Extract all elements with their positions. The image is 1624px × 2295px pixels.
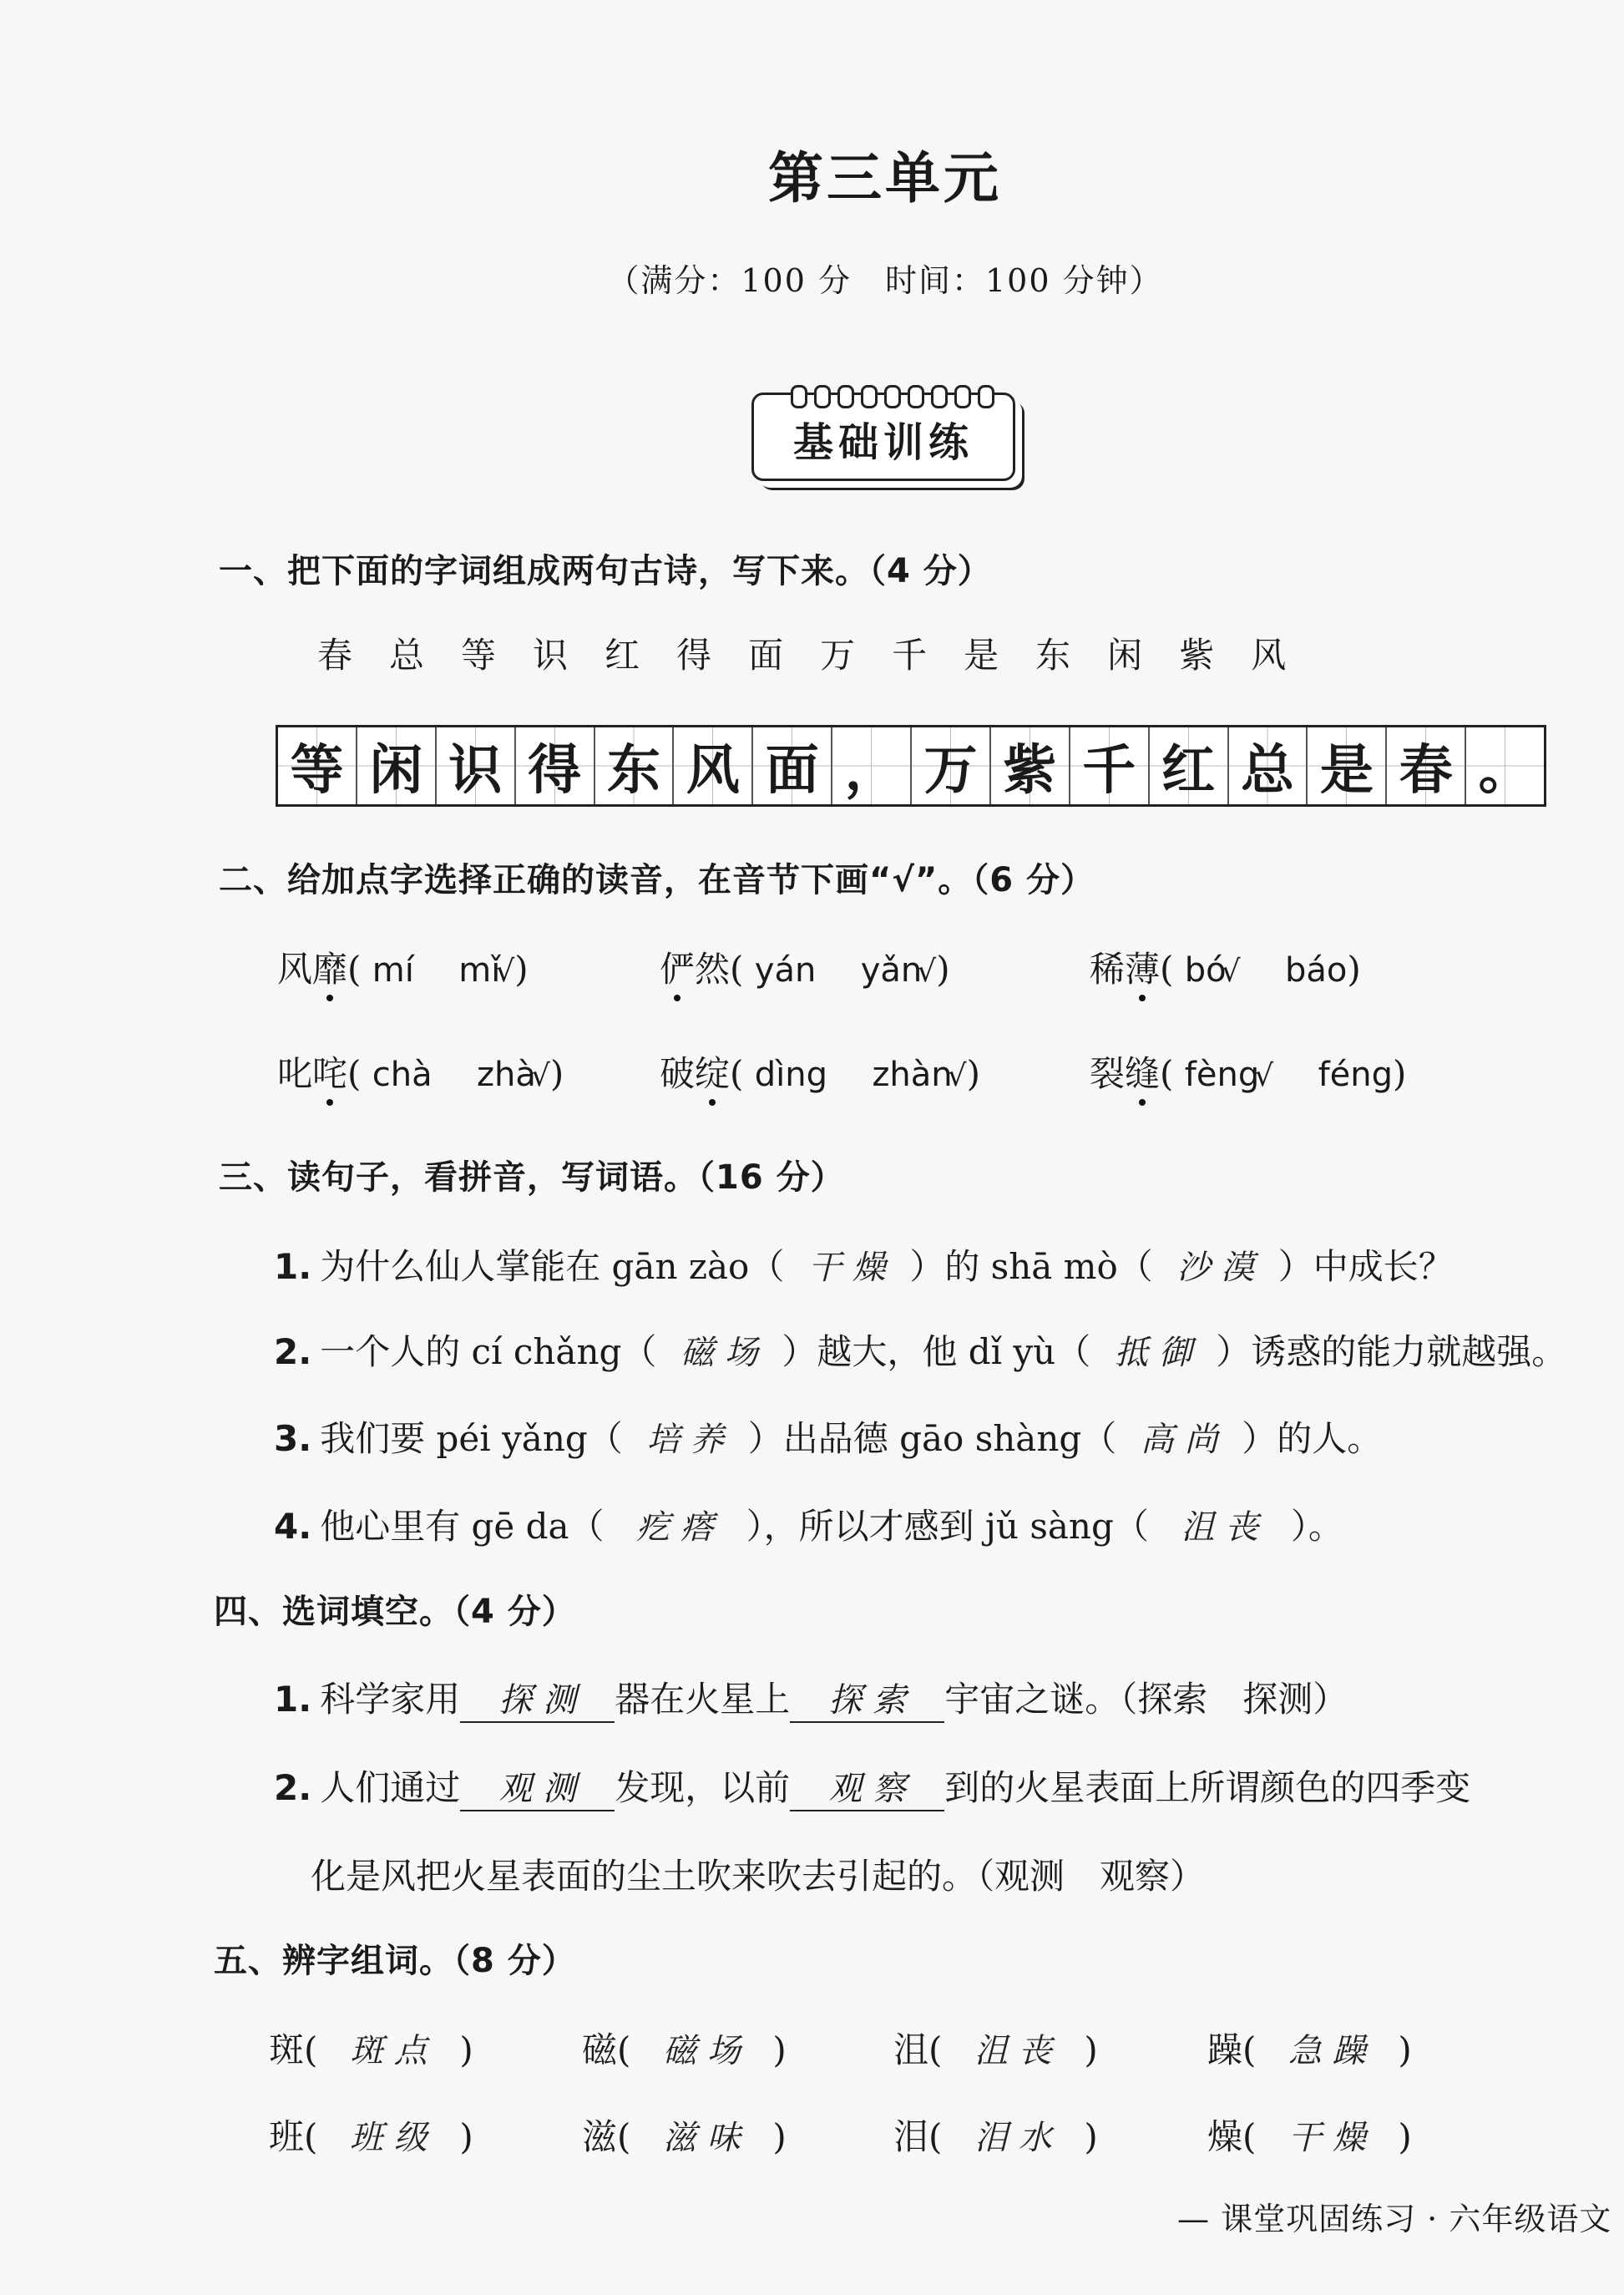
grid-cell[interactable]: 东	[595, 727, 675, 804]
badge-label: 基础训练	[792, 419, 974, 466]
grid-cell[interactable]: 识	[437, 727, 516, 804]
answer-text[interactable]: 急 躁	[1288, 2032, 1366, 2070]
q4-line-3: 化是风把火星表面的尘土吹来吹去引起的。（观测 观察）	[311, 1856, 1206, 1897]
q2-item: 稀薄( bó√ báo)	[1090, 949, 1361, 990]
answer-text[interactable]: 干 燥	[1288, 2119, 1366, 2157]
answer-text[interactable]: 斑 点	[350, 2032, 428, 2070]
q5-item: 躁( 急 躁 )	[1207, 2023, 1412, 2073]
q2-item: 风靡( mí mǐ√)	[277, 949, 529, 990]
q4-line-1: 1. 科学家用 探 测 器在火星上 探 索 宇宙之谜。（探索 探测）	[274, 1672, 1348, 1723]
check-mark-icon: √	[1221, 955, 1241, 989]
q5-item: 班( 班 级 )	[269, 2110, 473, 2160]
check-mark-icon: √	[530, 1059, 550, 1093]
q2-item: 裂缝( fèng√ féng)	[1090, 1053, 1407, 1094]
answer-text[interactable]: 沮 丧	[1181, 1508, 1259, 1547]
section-badge	[751, 393, 1015, 481]
grid-cell[interactable]: 紫	[991, 727, 1070, 804]
page-footer: — 课堂巩固练习 · 六年级语文	[1177, 2201, 1612, 2237]
q4-title: 四、选词填空。（4 分）	[214, 1593, 576, 1631]
q1-char: 得	[676, 635, 712, 676]
fill-blank[interactable]: 观 察	[790, 1762, 944, 1811]
fill-blank[interactable]: 观 测	[460, 1762, 615, 1811]
grid-cell[interactable]: 得	[516, 727, 595, 804]
q1-char: 春	[317, 635, 353, 676]
answer-text[interactable]: 磁 场	[663, 2032, 741, 2070]
q2-title: 二、给加点字选择正确的读音，在音节下画“√”。（6 分）	[219, 861, 1095, 899]
q1-char: 识	[533, 635, 569, 676]
q1-char: 万	[820, 635, 856, 676]
answer-text[interactable]: 高 尚	[1140, 1421, 1218, 1459]
answer-text[interactable]: 滋 味	[663, 2119, 741, 2157]
q5-title: 五、辨字组词。（8 分）	[214, 1942, 576, 1980]
q1-char: 东	[1035, 635, 1071, 676]
q3-line-4: 4. 他心里有 gē da（ 疙 瘩 ），所以才感到 jǔ sàng（ 沮 丧 ）。	[274, 1499, 1343, 1549]
q1-answer-grid[interactable]	[276, 725, 1546, 807]
answer-text[interactable]: 沙 漠	[1176, 1249, 1255, 1287]
grid-cell[interactable]: 。	[1466, 727, 1544, 804]
check-mark-icon: √	[917, 955, 937, 989]
grid-cell[interactable]: 面	[753, 727, 832, 804]
page-title: 第三单元	[768, 145, 1002, 210]
answer-text[interactable]: 疙 瘩	[636, 1508, 714, 1547]
q4-line-2: 2. 人们通过 观 测 发现，以前 观 察 到的火星表面上所谓颜色的四季变	[274, 1761, 1470, 1811]
answer-text[interactable]: 泪 水	[974, 2119, 1052, 2157]
q2-item: 俨然( yán yǎn√)	[660, 949, 950, 990]
answer-text[interactable]: 磁 场	[680, 1334, 758, 1372]
q1-char: 是	[964, 635, 999, 676]
q5-item: 磁( 磁 场 )	[582, 2023, 787, 2073]
score-time-info: （满分：100 分 时间：100 分钟）	[607, 262, 1163, 299]
q5-item: 斑( 斑 点 )	[269, 2023, 473, 2073]
q5-item: 沮( 沮 丧 )	[893, 2023, 1098, 2073]
answer-text[interactable]: 沮 丧	[974, 2032, 1052, 2070]
q1-char: 面	[748, 635, 784, 676]
grid-cell[interactable]: ，	[832, 727, 912, 804]
answer-text[interactable]: 抵 御	[1114, 1334, 1192, 1372]
grid-cell[interactable]: 春	[1387, 727, 1466, 804]
q5-item: 燥( 干 燥 )	[1207, 2110, 1412, 2160]
q1-char: 红	[605, 635, 640, 676]
q1-title: 一、把下面的字词组成两句古诗，写下来。（4 分）	[219, 552, 992, 590]
q3-line-3: 3. 我们要 péi yǎng（ 培 养 ）出品德 gāo shàng（ 高 尚 ）的人。	[274, 1411, 1382, 1462]
binder-rings	[791, 385, 994, 408]
fill-blank[interactable]: 探 测	[460, 1674, 615, 1723]
fill-blank[interactable]: 探 索	[790, 1674, 944, 1723]
answer-text[interactable]: 班 级	[350, 2119, 428, 2157]
check-mark-icon: √	[1254, 1059, 1274, 1093]
q5-item: 滋( 滋 味 )	[582, 2110, 787, 2160]
q1-char: 千	[892, 635, 928, 676]
grid-cell[interactable]: 万	[912, 727, 991, 804]
q1-char: 总	[389, 635, 425, 676]
q3-line-1: 1. 为什么仙人掌能在 gān zào（ 干 燥 ）的 shā mò（ 沙 漠 ）中成长？	[274, 1239, 1454, 1289]
check-mark-icon: √	[947, 1059, 967, 1093]
answer-text[interactable]: 干 燥	[807, 1249, 886, 1287]
q3-title: 三、读句子，看拼音，写词语。（16 分）	[219, 1158, 845, 1197]
grid-cell[interactable]: 是	[1308, 727, 1387, 804]
q1-char: 风	[1251, 635, 1287, 676]
q2-item: 破绽( dìng zhàn√)	[660, 1053, 980, 1094]
grid-cell[interactable]: 闲	[357, 727, 437, 804]
grid-cell[interactable]: 红	[1150, 727, 1229, 804]
q1-char: 闲	[1107, 635, 1143, 676]
grid-cell[interactable]: 等	[278, 727, 357, 804]
q2-item: 叱咤( chà zhà√)	[277, 1053, 564, 1094]
q1-char: 紫	[1179, 635, 1215, 676]
answer-text[interactable]: 培 养	[646, 1421, 725, 1459]
q3-line-2: 2. 一个人的 cí chǎng（ 磁 场 ）越大，他 dǐ yù（ 抵 御 ）诱惑的能力就越强。	[274, 1325, 1566, 1375]
grid-cell[interactable]: 总	[1229, 727, 1308, 804]
q1-char: 等	[461, 635, 497, 676]
grid-cell[interactable]: 千	[1070, 727, 1150, 804]
q5-item: 泪( 泪 水 )	[893, 2110, 1098, 2160]
q1-char-list	[317, 628, 1286, 678]
check-mark-icon: √	[495, 955, 515, 989]
grid-cell[interactable]: 风	[674, 727, 753, 804]
